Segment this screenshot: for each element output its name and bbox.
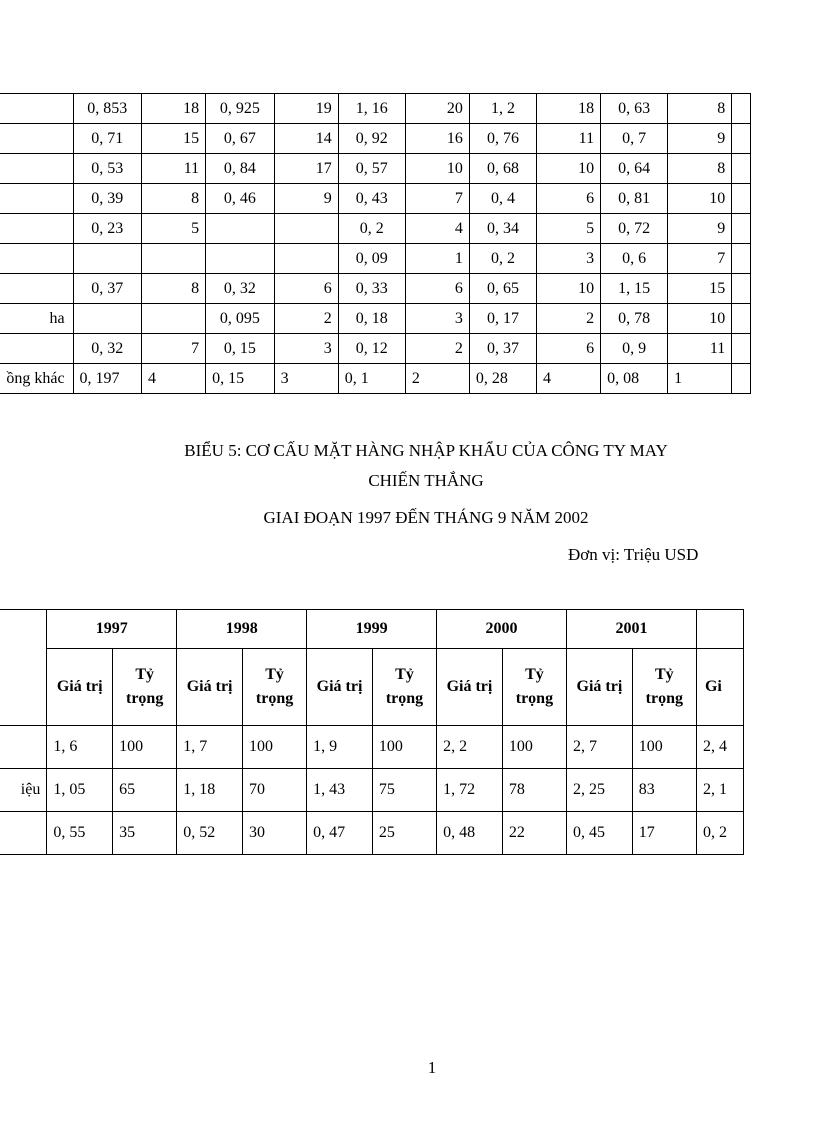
share-cell: 6 bbox=[405, 274, 469, 304]
value-cell: 0, 47 bbox=[307, 812, 373, 855]
share-cell: 5 bbox=[142, 214, 206, 244]
value-cell: 0, 7 bbox=[601, 124, 668, 154]
clipped-cell bbox=[732, 364, 751, 394]
row-label: iệu bbox=[0, 769, 47, 812]
table-row bbox=[0, 769, 744, 812]
clipped-cell bbox=[732, 94, 751, 124]
share-subheader-line1: Tỷ bbox=[265, 666, 284, 683]
table-row bbox=[0, 726, 744, 769]
value-cell: 0, 67 bbox=[206, 124, 275, 154]
table-row bbox=[0, 364, 751, 394]
table-row bbox=[0, 304, 751, 334]
share-cell: 6 bbox=[536, 184, 600, 214]
share-cell: 8 bbox=[142, 274, 206, 304]
share-cell: 3 bbox=[536, 244, 600, 274]
share-cell: 10 bbox=[405, 154, 469, 184]
share-cell: 22 bbox=[502, 812, 566, 855]
share-cell: 70 bbox=[242, 769, 306, 812]
row-label bbox=[0, 334, 73, 364]
value-cell: 0, 39 bbox=[73, 184, 142, 214]
value-cell: 0, 48 bbox=[437, 812, 503, 855]
share-cell: 9 bbox=[274, 184, 338, 214]
share-cell: 8 bbox=[142, 184, 206, 214]
share-cell: 7 bbox=[142, 334, 206, 364]
value-cell: 1, 15 bbox=[601, 274, 668, 304]
share-subheader-line1: Tỷ bbox=[135, 666, 154, 683]
value-cell: 1, 43 bbox=[307, 769, 373, 812]
share-cell: 19 bbox=[274, 94, 338, 124]
share-cell: 10 bbox=[668, 304, 732, 334]
table-caption-line2: CHIẾN THẮNG bbox=[368, 471, 484, 490]
row-label bbox=[0, 274, 73, 304]
unit-label: Đơn vị: Triệu USD bbox=[568, 545, 699, 564]
clipped-cell bbox=[732, 274, 751, 304]
row-label bbox=[0, 154, 73, 184]
value-cell: 0, 33 bbox=[338, 274, 405, 304]
value-cell: 0, 84 bbox=[206, 154, 275, 184]
share-cell: 17 bbox=[632, 812, 696, 855]
value-cell: 0, 18 bbox=[338, 304, 405, 334]
value-subheader: Giá trị bbox=[47, 649, 113, 726]
value-cell: 0, 32 bbox=[73, 334, 142, 364]
share-cell: 3 bbox=[274, 334, 338, 364]
share-cell: 16 bbox=[405, 124, 469, 154]
share-cell bbox=[142, 244, 206, 274]
share-cell: 10 bbox=[668, 184, 732, 214]
year-header: 2001 bbox=[567, 610, 697, 649]
share-subheader-line2: trọng bbox=[255, 690, 294, 707]
value-cell: 1, 7 bbox=[177, 726, 243, 769]
share-cell: 2 bbox=[405, 334, 469, 364]
share-cell: 9 bbox=[668, 214, 732, 244]
share-cell bbox=[142, 304, 206, 334]
share-cell: 10 bbox=[536, 274, 600, 304]
share-subheader-line1: Tỷ bbox=[395, 666, 414, 683]
value-cell: 1, 6 bbox=[47, 726, 113, 769]
row-label bbox=[0, 726, 47, 769]
row-label bbox=[0, 214, 73, 244]
row-label bbox=[0, 812, 47, 855]
share-cell: 2 bbox=[274, 304, 338, 334]
value-cell: 1, 18 bbox=[177, 769, 243, 812]
value-cell: 0, 12 bbox=[338, 334, 405, 364]
clipped-cell bbox=[732, 304, 751, 334]
value-cell bbox=[73, 244, 142, 274]
share-cell: 7 bbox=[668, 244, 732, 274]
table-row bbox=[0, 94, 751, 124]
share-cell: 100 bbox=[113, 726, 177, 769]
share-cell: 7 bbox=[405, 184, 469, 214]
value-subheader: Giá trị bbox=[437, 649, 503, 726]
table-caption-period: GIAI ĐOẠN 1997 ĐẾN THÁNG 9 NĂM 2002 bbox=[263, 508, 589, 527]
value-subheader: Giá trị bbox=[177, 649, 243, 726]
value-cell: 1, 9 bbox=[307, 726, 373, 769]
share-cell: 65 bbox=[113, 769, 177, 812]
share-subheader bbox=[502, 649, 566, 726]
value-cell: 0, 6 bbox=[601, 244, 668, 274]
share-subheader bbox=[372, 649, 436, 726]
share-cell: 30 bbox=[242, 812, 306, 855]
value-cell-clipped: 2, 1 bbox=[696, 769, 743, 812]
row-label: ồng khác bbox=[0, 364, 73, 394]
value-cell: 0, 68 bbox=[469, 154, 536, 184]
share-subheader-line2: trọng bbox=[645, 690, 683, 707]
value-cell: 1, 05 bbox=[47, 769, 113, 812]
share-cell: 8 bbox=[668, 94, 732, 124]
table-row bbox=[0, 124, 751, 154]
value-cell bbox=[206, 214, 275, 244]
value-cell: 0, 52 bbox=[177, 812, 243, 855]
share-cell: 2 bbox=[405, 364, 469, 394]
table-row bbox=[0, 214, 751, 244]
share-cell: 15 bbox=[668, 274, 732, 304]
year-header bbox=[696, 610, 743, 649]
year-header: 1997 bbox=[47, 610, 177, 649]
clipped-cell bbox=[732, 214, 751, 244]
value-cell: 0, 64 bbox=[601, 154, 668, 184]
value-cell-clipped: 0, 2 bbox=[696, 812, 743, 855]
share-cell: 3 bbox=[274, 364, 338, 394]
table-caption-line1: BIỂU 5: CƠ CẤU MẶT HÀNG NHẬP KHẨU CỦA CÔNG TY MAY bbox=[184, 441, 668, 460]
value-subheader-clipped: Gi bbox=[696, 649, 743, 726]
value-cell: 0, 15 bbox=[206, 334, 275, 364]
value-cell: 0, 23 bbox=[73, 214, 142, 244]
share-cell: 18 bbox=[536, 94, 600, 124]
table-row bbox=[0, 334, 751, 364]
clipped-cell bbox=[732, 244, 751, 274]
share-cell: 9 bbox=[668, 124, 732, 154]
row-label bbox=[0, 244, 73, 274]
row-label bbox=[0, 124, 73, 154]
value-cell: 0, 32 bbox=[206, 274, 275, 304]
value-cell: 0, 55 bbox=[47, 812, 113, 855]
clipped-cell bbox=[732, 124, 751, 154]
value-cell: 0, 37 bbox=[73, 274, 142, 304]
value-cell: 0, 08 bbox=[601, 364, 668, 394]
value-cell: 2, 25 bbox=[567, 769, 633, 812]
share-cell: 5 bbox=[536, 214, 600, 244]
value-cell: 0, 63 bbox=[601, 94, 668, 124]
value-cell: 0, 72 bbox=[601, 214, 668, 244]
share-cell: 6 bbox=[536, 334, 600, 364]
value-cell: 1, 16 bbox=[338, 94, 405, 124]
row-label bbox=[0, 184, 73, 214]
value-cell: 0, 1 bbox=[338, 364, 405, 394]
import-structure-table bbox=[0, 609, 744, 855]
clipped-cell bbox=[732, 184, 751, 214]
row-label bbox=[0, 94, 73, 124]
value-cell bbox=[73, 304, 142, 334]
value-cell: 2, 7 bbox=[567, 726, 633, 769]
value-cell: 1, 72 bbox=[437, 769, 503, 812]
share-cell: 1 bbox=[405, 244, 469, 274]
share-cell: 35 bbox=[113, 812, 177, 855]
year-header: 1998 bbox=[177, 610, 307, 649]
value-cell: 0, 92 bbox=[338, 124, 405, 154]
share-cell: 11 bbox=[668, 334, 732, 364]
share-cell: 8 bbox=[668, 154, 732, 184]
share-cell: 25 bbox=[372, 812, 436, 855]
page-number: 1 bbox=[427, 1058, 437, 1077]
share-cell bbox=[274, 244, 338, 274]
table-row bbox=[0, 244, 751, 274]
top-data-table bbox=[0, 93, 751, 394]
value-cell: 1, 2 bbox=[469, 94, 536, 124]
item-column-header bbox=[0, 610, 47, 726]
share-cell: 10 bbox=[536, 154, 600, 184]
value-cell: 0, 197 bbox=[73, 364, 142, 394]
share-cell: 78 bbox=[502, 769, 566, 812]
share-subheader-line2: trọng bbox=[125, 690, 164, 707]
share-cell: 11 bbox=[142, 154, 206, 184]
value-cell bbox=[206, 244, 275, 274]
value-cell: 0, 34 bbox=[469, 214, 536, 244]
year-header: 1999 bbox=[307, 610, 437, 649]
value-cell: 0, 76 bbox=[469, 124, 536, 154]
share-subheader-line1: Tỷ bbox=[655, 666, 674, 683]
value-cell: 0, 57 bbox=[338, 154, 405, 184]
value-cell: 0, 2 bbox=[338, 214, 405, 244]
value-cell: 0, 853 bbox=[73, 94, 142, 124]
value-cell: 0, 53 bbox=[73, 154, 142, 184]
value-subheader: Giá trị bbox=[567, 649, 633, 726]
share-cell: 100 bbox=[632, 726, 696, 769]
share-cell: 20 bbox=[405, 94, 469, 124]
value-cell: 0, 81 bbox=[601, 184, 668, 214]
table-row bbox=[0, 184, 751, 214]
value-cell: 0, 71 bbox=[73, 124, 142, 154]
share-subheader bbox=[242, 649, 306, 726]
value-cell: 0, 4 bbox=[469, 184, 536, 214]
value-cell: 0, 15 bbox=[206, 364, 275, 394]
share-subheader-line2: trọng bbox=[515, 690, 554, 707]
value-cell: 0, 925 bbox=[206, 94, 275, 124]
value-cell: 0, 09 bbox=[338, 244, 405, 274]
share-cell: 100 bbox=[372, 726, 436, 769]
share-subheader bbox=[113, 649, 177, 726]
value-cell: 0, 65 bbox=[469, 274, 536, 304]
share-cell: 4 bbox=[405, 214, 469, 244]
table-row bbox=[0, 812, 744, 855]
value-cell: 0, 37 bbox=[469, 334, 536, 364]
share-cell: 11 bbox=[536, 124, 600, 154]
value-cell-clipped: 2, 4 bbox=[696, 726, 743, 769]
share-cell: 1 bbox=[668, 364, 732, 394]
share-subheader-line2: trọng bbox=[385, 690, 424, 707]
table-row bbox=[0, 274, 751, 304]
value-cell: 0, 46 bbox=[206, 184, 275, 214]
value-cell: 0, 17 bbox=[469, 304, 536, 334]
value-cell: 0, 9 bbox=[601, 334, 668, 364]
clipped-cell bbox=[732, 154, 751, 184]
share-cell: 83 bbox=[632, 769, 696, 812]
value-cell: 0, 43 bbox=[338, 184, 405, 214]
value-cell: 2, 2 bbox=[437, 726, 503, 769]
row-label: ha bbox=[0, 304, 73, 334]
share-subheader-line1: Tỷ bbox=[525, 666, 544, 683]
share-cell: 17 bbox=[274, 154, 338, 184]
year-header: 2000 bbox=[437, 610, 567, 649]
share-cell: 18 bbox=[142, 94, 206, 124]
share-cell: 100 bbox=[242, 726, 306, 769]
value-cell: 0, 2 bbox=[469, 244, 536, 274]
share-cell: 3 bbox=[405, 304, 469, 334]
share-subheader bbox=[632, 649, 696, 726]
value-subheader: Giá trị bbox=[307, 649, 373, 726]
share-cell: 14 bbox=[274, 124, 338, 154]
value-cell: 0, 28 bbox=[469, 364, 536, 394]
value-cell: 0, 45 bbox=[567, 812, 633, 855]
clipped-cell bbox=[732, 334, 751, 364]
share-cell bbox=[274, 214, 338, 244]
share-cell: 2 bbox=[536, 304, 600, 334]
share-cell: 75 bbox=[372, 769, 436, 812]
value-cell: 0, 78 bbox=[601, 304, 668, 334]
share-cell: 6 bbox=[274, 274, 338, 304]
value-cell: 0, 095 bbox=[206, 304, 275, 334]
share-cell: 15 bbox=[142, 124, 206, 154]
share-cell: 100 bbox=[502, 726, 566, 769]
table-row bbox=[0, 154, 751, 184]
share-cell: 4 bbox=[536, 364, 600, 394]
share-cell: 4 bbox=[142, 364, 206, 394]
